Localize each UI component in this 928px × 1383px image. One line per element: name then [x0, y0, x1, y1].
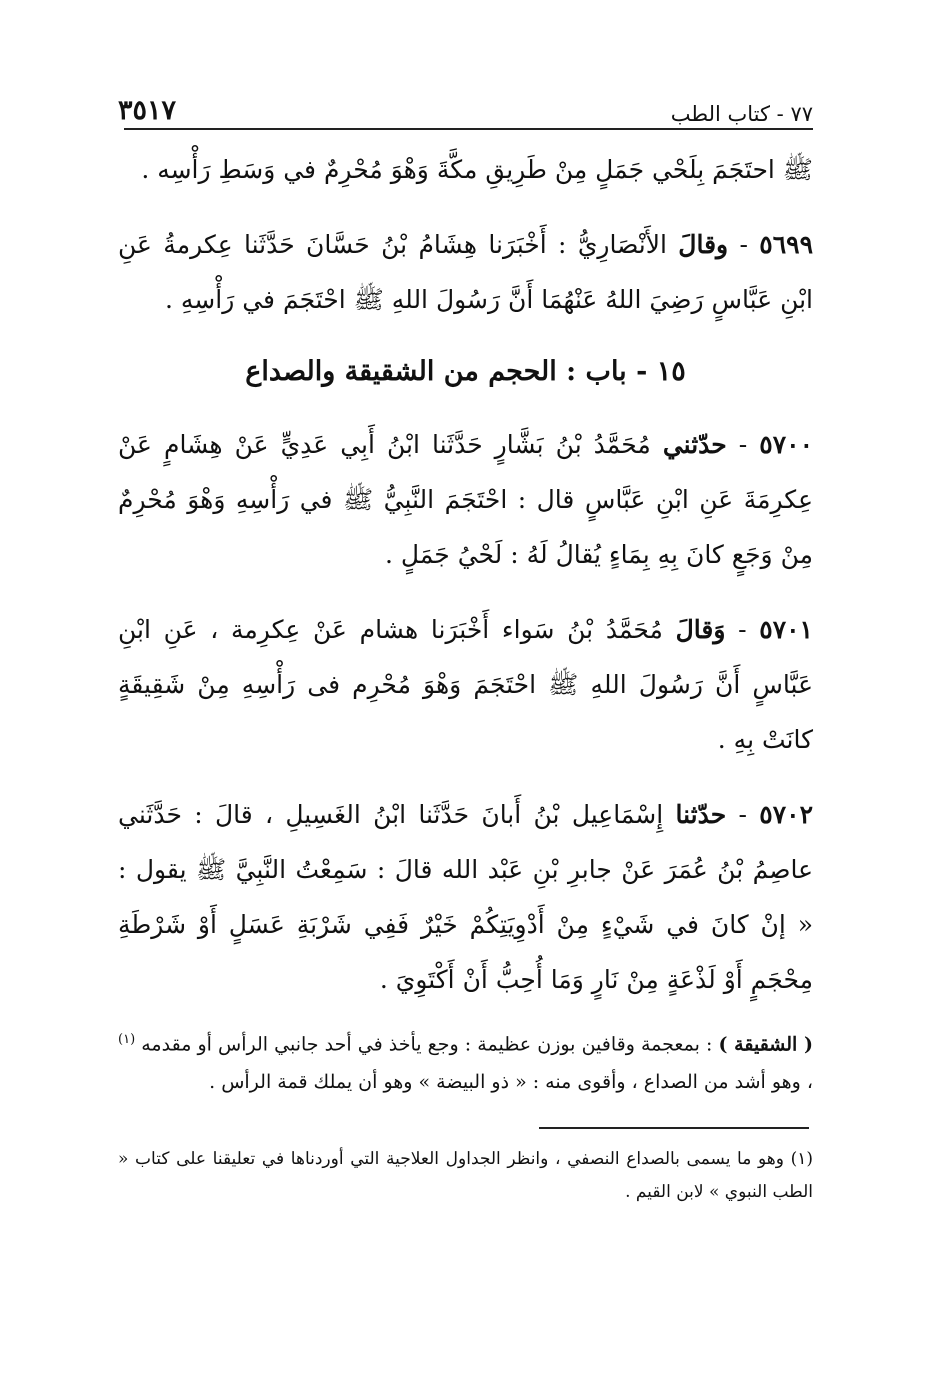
hadith-number: ٥٧٠٢ — [759, 800, 813, 829]
hadith-number: ٥٧٠٠ — [759, 430, 814, 459]
paragraph-text: مُحَمَّدُ بْنُ بَشَّارٍ حَدَّثَنا ابْنُ أَبِي عَدِيٍّ عَنْ هِشَامٍ عَنْ عِكرِمَةَ عَنِ ابْنِ عَبَّاسٍ قال : احْتَجَمَ النَّبِيُّ ﷺ في رَأْسِهِ وَهْوَ مُحْرِمٌ مِنْ وَجَعٍ كانَ بِهِ بِمَاءٍ يُقالُ لَهُ : لَحْيُ جَمَلٍ . — [118, 430, 813, 569]
paragraph-text: ﷺ احتَجَمَ بِلَحْي جَمَلٍ مِنْ طَرِيقِ مكَّةَ وَهْوَ مُحْرِمٌ في وَسَطِ رَأْسِه . — [141, 155, 813, 184]
paragraph-text: مُحَمَّدُ بْنُ سَواء أَخْبَرَنا هشام عَنْ عِكرِمة ، عَنِ ابْنِ عَبَّاسٍ أَنَّ رَسُولَ اللهِ ﷺ احْتَجَمَ وَهْوَ مُحْرِم فى رَأْسِهِ مِنْ شَقِيقَةٍ كانَتْ بِهِ . — [118, 615, 813, 754]
book-page — [118, 70, 813, 1209]
hadith-paragraph-continuation — [118, 142, 813, 197]
chapter-heading: ١٥ - باب : الحجم من الشقيقة والصداع — [245, 356, 686, 387]
hadith-paragraph-5700: ٥٧٠٠ - حدّثني مُحَمَّدُ بْنُ بَشَّارٍ حَدَّثَنا ابْنُ أَبِي عَدِيٍّ عَنْ هِشَامٍ عَنْ عِكرِمَةَ عَنِ ابْنِ عَبَّاسٍ قال : احْتَجَمَ النَّبِيُّ ﷺ في رَأْسِهِ وَهْوَ مُحْرِمٌ مِنْ وَجَعٍ كانَ بِهِ بِمَاءٍ يُقالُ لَهُ : لَحْيُ جَمَلٍ . — [118, 430, 814, 569]
commentary-text-continued: ، وهو أشد من الصداع ، وأقوى منه : « ذو البيضة » وهو أن يملك قمة الرأس . — [209, 1071, 813, 1094]
footnote-text: وهو ما يسمى بالصداع النصفي ، وانظر الجداول العلاجية التي أوردناها في تعليقنا على كتاب « الطب النبوي » لابن القيم . — [118, 1149, 813, 1203]
hadith-number: ٥٦٩٩ — [759, 230, 813, 259]
chapter-title: ٧٧ - كتاب الطب — [670, 102, 813, 126]
commentary-text: : بمعجمة وقافين بوزن عظيمة : وجع يأخذ في أحد جانبي الرأس أو مقدمه — [141, 1033, 713, 1056]
hadith-lead-word: وَقالَ — [675, 615, 726, 644]
footnote — [118, 1143, 813, 1209]
commentary-note — [118, 1021, 813, 1101]
commentary-term: ( الشقيقة ) — [718, 1033, 813, 1056]
hadith-paragraph-5702: ٥٧٠٢ - حدّثنا إِسْمَاعِيل بْنُ أَبانَ حَدَّثَنا ابْنُ الغَسِيلِ ، قالَ : حَدَّثَني عاصِمُ بْنُ عُمَرَ عَنْ جابرِ بْنِ عَبْد الله قالَ : سَمِعْتُ النَّبِيَّ ﷺ يقول : « إنْ كانَ في شَيْءٍ مِنْ أَدْوِيَتِكُمْ خَيْرٌ فَفِي شَرْبَةِ عَسَلٍ أَوْ شَرْطَةِ مِحْجَمٍ أَوْ لَذْعَةٍ مِنْ نَارٍ وَمَا أُحِبُّ أَنْ أَكْتَوِيَ . — [118, 800, 813, 994]
page-number: ٣٥١٧ — [118, 95, 177, 126]
running-header — [118, 70, 813, 126]
hadith-lead-word: حدّثني — [662, 430, 727, 459]
paragraph-text: إِسْمَاعِيل بْنُ أَبانَ حَدَّثَنا ابْنُ الغَسِيلِ ، قالَ : حَدَّثَني عاصِمُ بْنُ عُمَرَ عَنْ جابرِ بْنِ عَبْد الله قالَ : سَمِعْتُ النَّبِيَّ ﷺ يقول : « إنْ كانَ في شَيْءٍ مِنْ أَدْوِيَتِكُمْ خَيْرٌ فَفِي شَرْبَةِ عَسَلٍ أَوْ شَرْطَةِ مِحْجَمٍ أَوْ لَذْعَةٍ مِنْ نَارٍ وَمَا أُحِبُّ أَنْ أَكْتَوِيَ . — [118, 800, 813, 994]
paragraph-text: الأَنْصَارِيُّ : أَخْبَرَنا هِشَامُ بْنُ حَسَّانَ حَدَّثَنا عِكرمةُ عَنِ ابْنِ عَبَّاسٍ رَضِيَ اللهُ عَنْهُمَا أَنَّ رَسُولَ اللهِ ﷺ احْتَجَمَ في رَأْسِهِ . — [118, 230, 813, 314]
footnote-reference[interactable]: (١) — [118, 1032, 136, 1047]
hadith-lead-word: وقالَ — [678, 230, 729, 259]
hadith-paragraph-5701: ٥٧٠١ - وَقالَ مُحَمَّدُ بْنُ سَواء أَخْبَرَنا هشام عَنْ عِكرِمة ، عَنِ ابْنِ عَبَّاسٍ أَنَّ رَسُولَ اللهِ ﷺ احْتَجَمَ وَهْوَ مُحْرِم فى رَأْسِهِ مِنْ شَقِيقَةٍ كانَتْ بِهِ . — [118, 615, 813, 754]
footnote-rule — [539, 1127, 809, 1129]
hadith-lead-word: حدّثنا — [675, 800, 727, 829]
hadith-paragraph-5699: ٥٦٩٩ - وقالَ الأَنْصَارِيُّ : أَخْبَرَنا هِشَامُ بْنُ حَسَّانَ حَدَّثَنا عِكرمةُ عَنِ ابْنِ عَبَّاسٍ رَضِيَ اللهُ عَنْهُمَا أَنَّ رَسُولَ اللهِ ﷺ احْتَجَمَ في رَأْسِهِ . — [118, 230, 813, 314]
header-rule — [124, 128, 813, 130]
footnote-marker: (١) — [790, 1149, 813, 1170]
hadith-number: ٥٧٠١ — [759, 615, 813, 644]
hadith-text — [118, 142, 813, 1007]
